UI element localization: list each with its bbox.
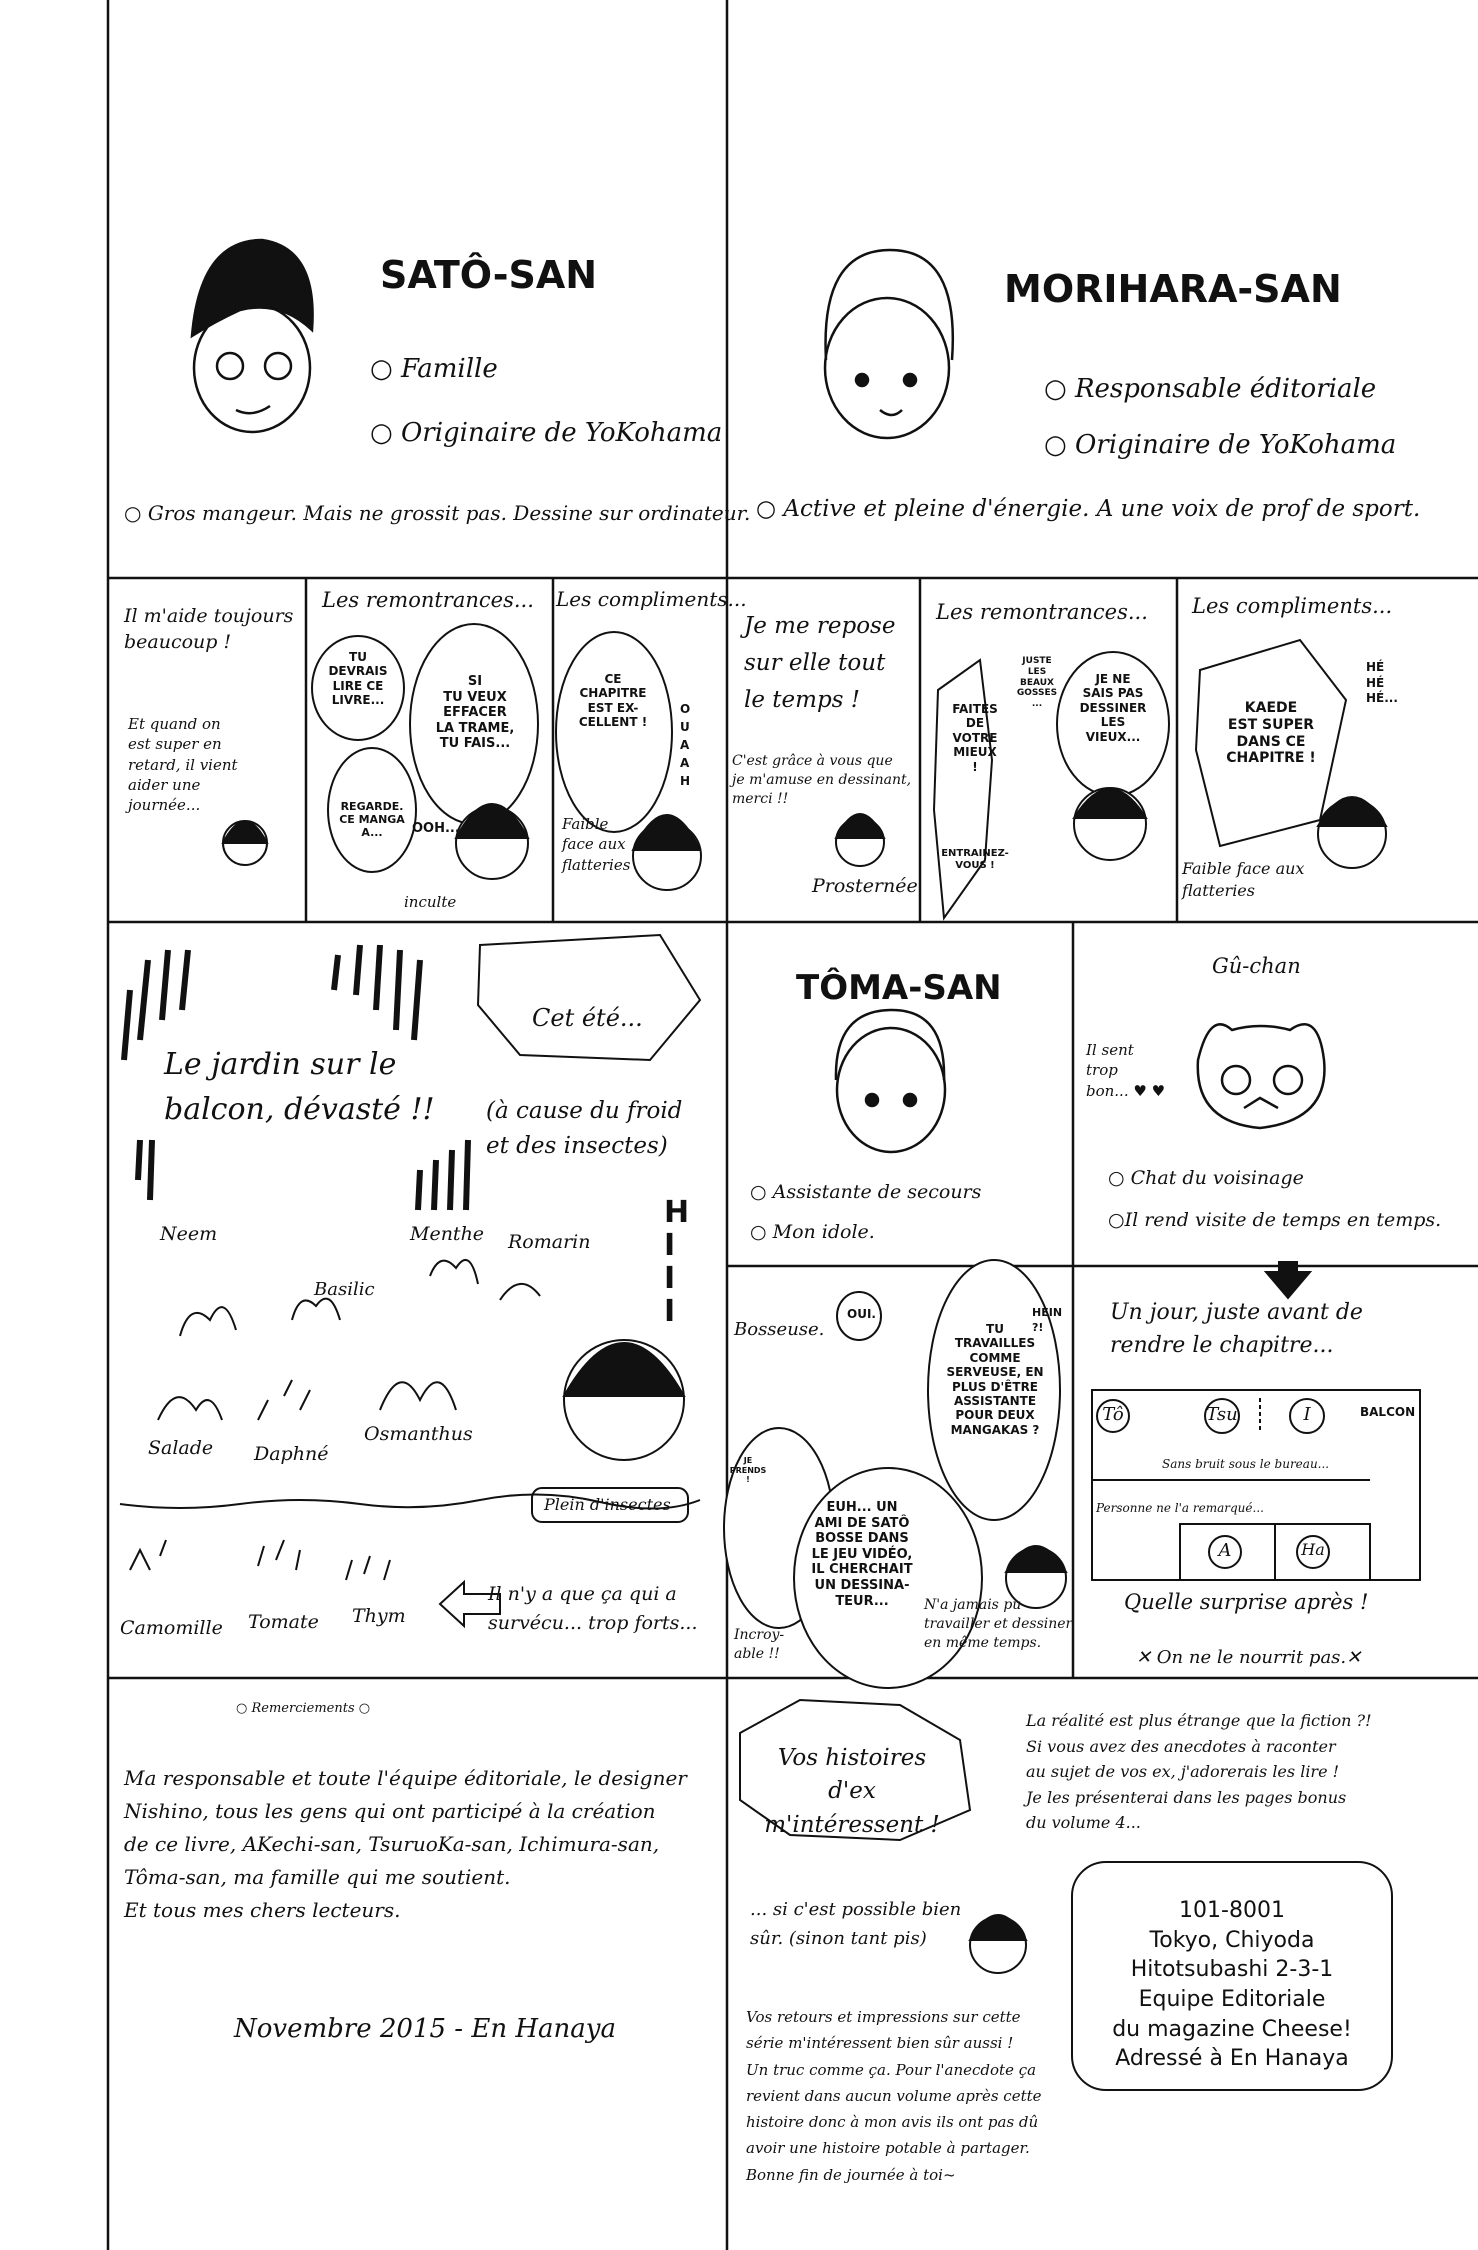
garden-plein: Plein d'insectes — [544, 1495, 671, 1514]
letters-realite: La réalité est plus étrange que la fiction ?! Si vous avez des anecdotes à raconter au sujet de vos ex, j'adorerais les lire ! Je les présenterai dans les pages bonus du volume 4... — [1026, 1711, 1372, 1833]
morihara-bubble-1: FAITES DE VOTRE MIEUX ! — [952, 702, 998, 774]
toma-name: TÔMA-SAN — [796, 968, 1002, 1008]
morihara-bubble-4: ENTRAINEZ- VOUS ! — [941, 848, 1009, 871]
letters-retours: Vos retours et impressions sur cette série m'intéressent bien sûr aussi ! Un truc comme ça. Pour l'anecdote ça revient dans aucun volume après cette histoire donc à mon avis ils ont pas dû avoir une histoire potable à partager. Bonne fin de journée à toi~ — [746, 2008, 1042, 2184]
sato-ooh: OOH... — [412, 821, 460, 836]
plant-salade: Salade — [148, 1437, 214, 1459]
plant-daphne: Daphné — [254, 1443, 329, 1465]
morihara-bubble-2: JUSTE LES BEAUX GOSSES ... — [1016, 656, 1058, 710]
toma-role-text: Assistante de secours — [772, 1181, 982, 1203]
sato-origin-text: Originaire de YoKohama — [400, 418, 723, 448]
sato-role: ○ Famille — [370, 354, 498, 384]
sato-inculte: inculte — [404, 893, 457, 911]
guchan-desc-1: ○ Chat du voisinage — [1108, 1167, 1304, 1189]
toma-oui: OUI. — [847, 1307, 876, 1321]
morihara-grace: C'est grâce à vous que je m'amuse en dessinant, merci !! — [732, 753, 912, 807]
garden-h: H I I I — [664, 1195, 690, 1329]
thanks-body: Ma responsable et toute l'équipe éditoriale, le designer Nishino, tous les gens qui ont participé à la création de ce livre, AKechi-san, TsuruoKa-san, Ichimura-san, Tôma-san, ma famille qui me soutient. Et tous mes chers lecteurs. — [124, 1766, 687, 1922]
guchan-smell: Il sent trop bon... ♥ ♥ — [1086, 1041, 1166, 1100]
morihara-prosternee: Prosternée — [812, 875, 918, 897]
letters-bubble: Vos histoires d'ex m'intéressent ! — [764, 1745, 940, 1838]
morihara-remontrances-title: Les remontrances... — [936, 600, 1148, 624]
morihara-role-text: Responsable éditoriale — [1074, 374, 1377, 404]
seat-ha: Ha — [1301, 1540, 1325, 1559]
toma-jamais: N'a jamais pu travailler et dessiner en même temps. — [924, 1597, 1073, 1651]
morihara-bubble-3: JE NE SAIS PAS DESSINER LES VIEUX... — [1079, 672, 1147, 744]
sato-bubble-3: REGARDE. CE MANGA A... — [339, 800, 405, 840]
seat-tsu: Tsu — [1206, 1404, 1238, 1425]
thanks-title-text: Remerciements — [251, 1701, 355, 1716]
sato-bubble-2: SI TU VEUX EFFACER LA TRAME, TU FAIS... — [435, 674, 515, 752]
plant-basilic: Basilic — [314, 1279, 375, 1300]
plant-romarin: Romarin — [508, 1231, 591, 1253]
sato-origin: ○ Originaire de YoKohama — [370, 418, 723, 448]
garden-cause: (à cause du froid et des insectes) — [486, 1098, 683, 1159]
morihara-desc: ○ Active et pleine d'énergie. A une voix de prof de sport. — [756, 496, 1421, 522]
toma-hein: HEIN ?! — [1032, 1306, 1063, 1334]
plant-thym: Thym — [352, 1605, 406, 1627]
letters-address: 101-8001 Tokyo, Chiyoda Hitotsubashi 2-3-1 Equipe Editoriale du magazine Cheese! Adressé à En Hanaya — [1112, 1898, 1352, 2072]
sato-bubble-1: TU DEVRAIS LIRE CE LIVRE... — [328, 650, 388, 708]
guchan-name: Gû-chan — [1212, 954, 1301, 978]
toma-bubble-1: TU TRAVAILLES COMME SERVEUSE, EN PLUS D'ÊTRE ASSISTANTE POUR DEUX MANGAKAS ? — [946, 1322, 1044, 1437]
thanks-title: ○ Remerciements ○ — [236, 1701, 371, 1716]
garden-title: Le jardin sur le balcon, dévasté !! — [164, 1047, 435, 1127]
guchan-desc-2-text: Il rend visite de temps en temps. — [1124, 1209, 1442, 1231]
sato-name: SATÔ-SAN — [380, 253, 598, 297]
seat-a: A — [1218, 1540, 1232, 1561]
morihara-name: MORIHARA-SAN — [1004, 267, 1342, 311]
toma-jeprends: JE PRENDS ! — [729, 1456, 767, 1485]
seat-to: Tô — [1102, 1404, 1124, 1425]
cat-surprise: Quelle surprise après ! — [1124, 1590, 1369, 1614]
sato-late: Et quand on est super en retard, il vient aider une journée... — [128, 715, 238, 814]
sato-desc: ○ Gros mangeur. Mais ne grossit pas. Dessine sur ordinateur. — [124, 501, 751, 525]
plant-osmanthus: Osmanthus — [364, 1423, 473, 1445]
sato-faible: Faible face aux flatteries — [562, 815, 631, 874]
plant-tomate: Tomate — [248, 1611, 319, 1633]
morihara-compliments-title: Les compliments... — [1192, 594, 1393, 618]
toma-incroyable: Incroy- able !! — [734, 1627, 785, 1662]
plant-menthe: Menthe — [410, 1223, 485, 1245]
morihara-origin: ○ Originaire de YoKohama — [1044, 430, 1397, 460]
cat-sans-bruit: Sans bruit sous le bureau... — [1162, 1457, 1330, 1471]
plant-neem: Neem — [160, 1223, 218, 1245]
toma-bubble-2: EUH... UN AMI DE SATÔ BOSSE DANS LE JEU VIDÉO, IL CHERCHAIT UN DESSINA- TEUR... — [811, 1500, 913, 1609]
morihara-origin-text: Originaire de YoKohama — [1074, 430, 1397, 460]
toma-desc-text: Mon idole. — [772, 1221, 875, 1243]
sato-help: Il m'aide toujours beaucoup ! — [124, 605, 294, 653]
toma-bosseuse: Bosseuse. — [734, 1319, 825, 1340]
morihara-role: ○ Responsable éditoriale — [1044, 374, 1377, 404]
morihara-desc-text: Active et pleine d'énergie. A une voix de prof de sport. — [783, 496, 1421, 522]
morihara-faible: Faible face aux flatteries — [1182, 859, 1305, 900]
sato-desc-text: Gros mangeur. Mais ne grossit pas. Dessine sur ordinateur. — [147, 501, 751, 525]
thanks-sign: Novembre 2015 - En Hanaya — [234, 2014, 616, 2044]
garden-survecu: Il n'y a que ça qui a survécu... trop forts... — [488, 1583, 698, 1634]
letters-possible: ... si c'est possible bien sûr. (sinon tant pis) — [750, 1899, 962, 1949]
sato-compliments-title: Les compliments... — [556, 587, 747, 611]
plant-camomille: Camomille — [120, 1617, 223, 1639]
seat-i: I — [1303, 1404, 1311, 1425]
cat-balcon: BALCON — [1360, 1405, 1416, 1419]
cat-jour: Un jour, juste avant de rendre le chapitre... — [1110, 1300, 1363, 1358]
sato-remontrances-title: Les remontrances... — [322, 588, 534, 612]
sato-bubble-4: CE CHAPITRE EST EX- CELLENT ! — [578, 672, 648, 730]
morihara-repose: Je me repose sur elle tout le temps ! — [744, 613, 896, 713]
toma-desc: ○ Mon idole. — [750, 1221, 875, 1243]
cat-nourrit: ✕ On ne le nourrit pas.✕ — [1136, 1647, 1362, 1668]
cat-personne: Personne ne l'a remarqué... — [1096, 1501, 1264, 1515]
sato-role-text: Famille — [400, 354, 498, 384]
guchan-desc-1-text: Chat du voisinage — [1130, 1167, 1304, 1189]
morihara-hehe: HÉ HÉ HÉ... — [1366, 660, 1398, 706]
morihara-bubble-5: KAEDE EST SUPER DANS CE CHAPITRE ! — [1226, 700, 1316, 767]
garden-ete: Cet été... — [532, 1004, 643, 1032]
toma-role: ○ Assistante de secours — [750, 1181, 982, 1203]
sato-ouaaah: O U A A H — [680, 702, 691, 788]
guchan-desc-2: ○Il rend visite de temps en temps. — [1108, 1209, 1442, 1231]
